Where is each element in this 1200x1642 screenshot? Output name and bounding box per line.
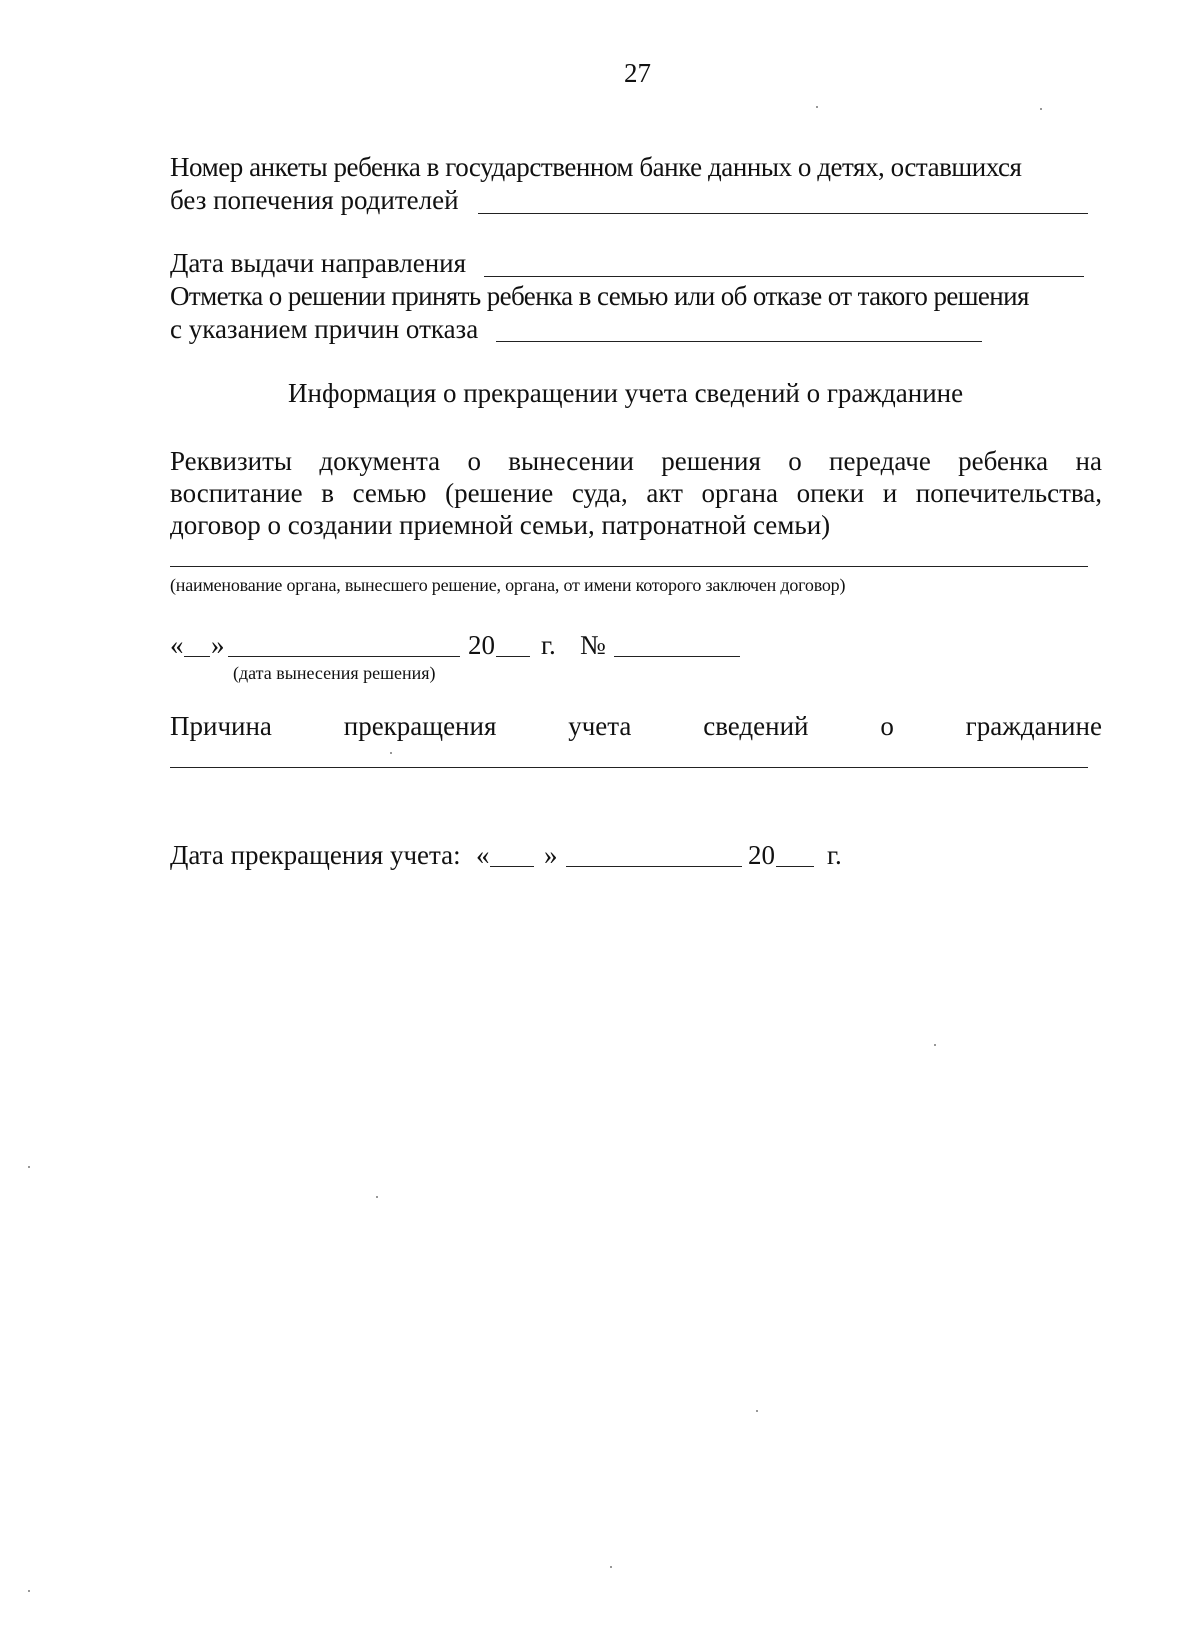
scan-speck [610,1566,612,1568]
requisites-word: опеки [796,478,865,508]
requisites-word: попечительства, [915,478,1102,508]
organ-caption: (наименование органа, вынесшего решение, органа, от имени которого заключен договор) [170,575,846,595]
requisites-word: документа [319,446,441,476]
scan-speck [28,1590,30,1592]
refusal-reason-field[interactable] [496,341,982,342]
scan-speck [28,1166,30,1168]
reason-word: гражданине [965,711,1102,741]
section-title: Информация о прекращении учета сведений о гражданине [288,378,964,408]
reason-word: прекращения [343,711,497,741]
scan-speck [390,752,392,754]
reason-word: о [880,711,894,741]
reason-word: учета [568,711,632,741]
termination-day-field[interactable] [490,866,534,867]
reason-word: Причина [170,711,272,741]
termination-reason-label [170,713,1102,740]
decision-line-1: Отметка о решении принять ребенка в семью или об отказе от такого решения [170,281,1029,311]
requisites-word: вынесении [508,446,634,476]
organ-name-field[interactable] [170,566,1088,567]
decision-number-sign: № [580,630,606,660]
termination-year-suffix: г. [827,840,842,870]
requisites-word: акт [646,478,683,508]
termination-date-label: Дата прекращения учета: [170,840,461,870]
decision-year-suffix: г. [541,630,556,660]
anketa-number-field[interactable] [478,213,1088,214]
requisites-line-3: договор о создании приемной семьи, патронатной семьи) [170,510,831,540]
requisites-word: суда, [571,478,628,508]
scan-speck [816,106,818,108]
termination-month-field[interactable] [566,866,742,867]
requisites-word: и [882,478,898,508]
requisites-word: решения [661,446,761,476]
decision-number-field[interactable] [614,656,740,657]
decision-line-2: с указанием причин отказа [170,314,479,344]
requisites-word: ребенка [958,446,1049,476]
requisites-word: на [1075,446,1102,476]
termination-date-open-quote: « [476,840,490,870]
scan-speck [1040,108,1042,110]
termination-year-field[interactable] [776,866,814,867]
decision-year-prefix: 20 [468,630,495,660]
anketa-line-1: Номер анкеты ребенка в государственном банке данных о детях, оставшихся [170,152,1022,182]
requisites-word: органа [701,478,778,508]
decision-month-field[interactable] [228,656,460,657]
scan-speck [934,1044,936,1046]
termination-date-close-quote: » [544,840,558,870]
scan-speck [756,1410,758,1412]
requisites-line-2 [170,480,1102,507]
requisites-word: (решение [445,478,554,508]
decision-day-field[interactable] [184,656,210,657]
termination-reason-field[interactable] [170,767,1088,768]
requisites-word: Реквизиты [170,446,293,476]
scan-speck [376,1196,378,1198]
issue-date-field[interactable] [484,276,1084,277]
requisites-word: передаче [829,446,931,476]
decision-date-caption: (дата вынесения решения) [233,663,436,683]
page-number: 27 [624,58,651,88]
requisites-word: о [788,446,802,476]
requisites-word: о [467,446,481,476]
issue-date-label: Дата выдачи направления [170,248,467,278]
decision-date-close-quote: » [211,630,225,660]
reason-word: сведений [703,711,809,741]
requisites-word: семью [352,478,427,508]
termination-year-prefix: 20 [748,840,775,870]
decision-year-field[interactable] [496,656,530,657]
anketa-line-2: без попечения родителей [170,185,459,215]
requisites-word: в [321,478,334,508]
requisites-line-1 [170,448,1102,475]
decision-date-open-quote: « [170,630,184,660]
requisites-word: воспитание [170,478,303,508]
